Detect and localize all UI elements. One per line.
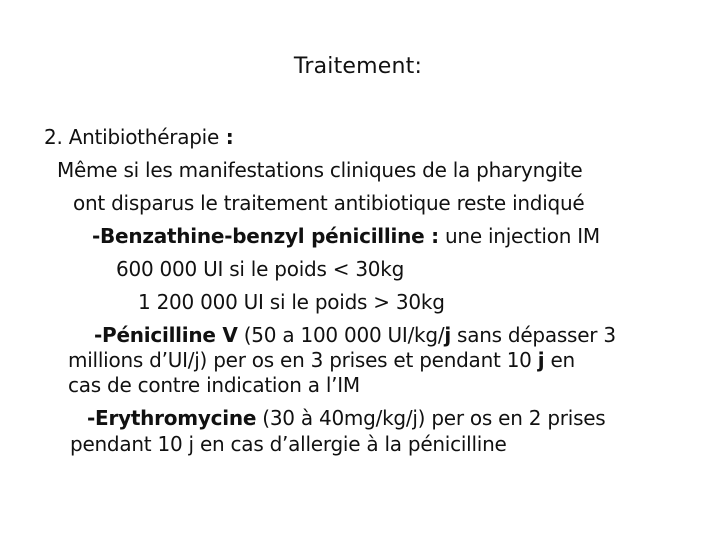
erythromycin-line-2: pendant 10 j en cas d’allergie à la pénicilline [70, 432, 507, 456]
penicillin-v-line-3: cas de contre indication a l’IM [68, 373, 360, 397]
penicillin-v-day-unit: j [444, 323, 451, 347]
intro-line-2: ont disparus le traitement antibiotique reste indiqué [73, 191, 585, 215]
benzathine-dose-high: 1 200 000 UI si le poids > 30kg [138, 290, 445, 314]
penicillin-v-line-2-text: millions d’UI/j) per os en 3 prises et pendant 10 [68, 348, 538, 372]
intro-line-1: Même si les manifestations cliniques de la pharyngite [57, 158, 583, 182]
penicillin-v-text: (50 a 100 000 UI/kg/ [237, 323, 445, 347]
erythromycin-text: (30 à 40mg/kg/j) per os en 2 prises [256, 406, 606, 430]
benzathine-text: une injection IM [438, 224, 600, 248]
benzathine-dose-low: 600 000 UI si le poids < 30kg [116, 257, 405, 281]
penicillin-v-line [94, 322, 616, 348]
erythromycin-line [87, 405, 605, 431]
slide-title: Traitement: [293, 54, 423, 79]
heading-colon: : [219, 125, 234, 149]
benzathine-line [92, 223, 600, 249]
benzathine-label: -Benzathine-benzyl pénicilline : [92, 224, 439, 248]
heading-text: 2. Antibiothérapie [44, 125, 220, 149]
penicillin-v-line-2-day: j [537, 348, 545, 372]
penicillin-v-text-end: sans dépasser 3 [450, 323, 616, 347]
penicillin-v-line-2 [68, 347, 575, 373]
penicillin-v-line-2-end: en [544, 348, 575, 372]
penicillin-v-label: -Pénicilline V [94, 323, 238, 347]
treatment-heading [44, 124, 234, 150]
erythromycin-label: -Erythromycine [87, 406, 257, 430]
